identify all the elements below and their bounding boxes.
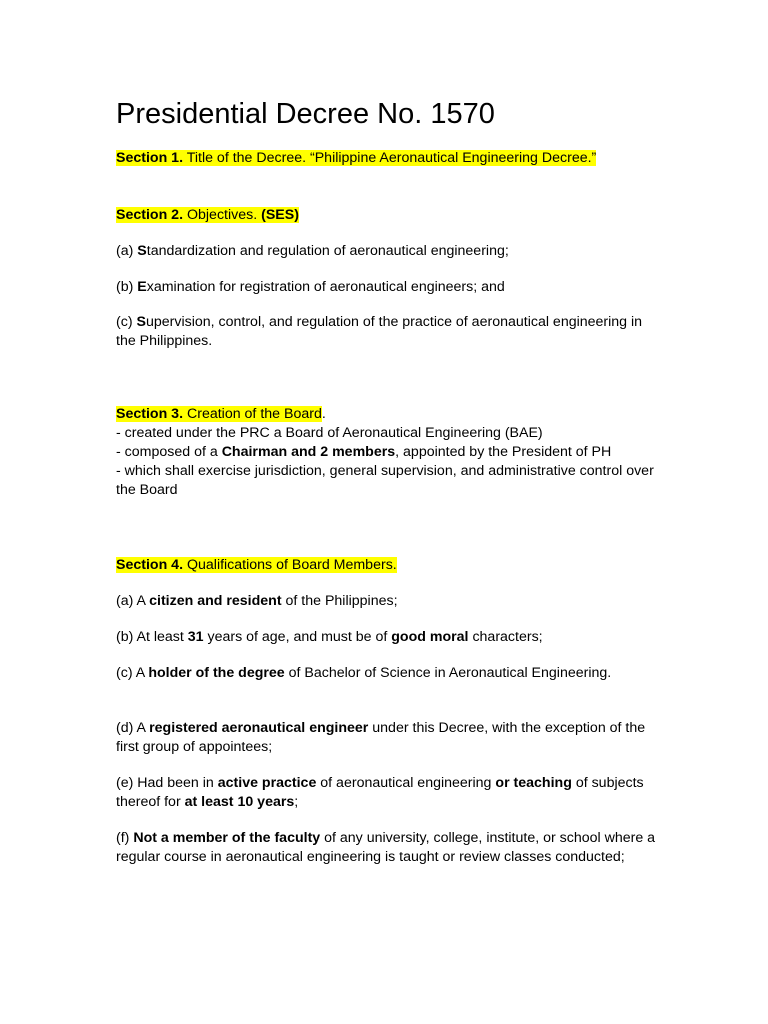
section-2-tag: (SES) [261, 207, 299, 223]
section-4-title: Qualifications of Board Members. [183, 557, 397, 573]
item-bold: holder of the degree [148, 665, 285, 681]
section-4-label: Section 4. [116, 557, 184, 573]
section-4-highlight [116, 557, 397, 573]
section-2-title: Objectives. [183, 207, 262, 223]
line-bold: Chairman and 2 members [221, 444, 396, 460]
section-2-item-c [116, 313, 661, 351]
section-4-heading [116, 556, 661, 575]
section-3-period: . [321, 406, 326, 422]
item-bold: or teaching [495, 775, 572, 791]
section-3-label: Section 3. [116, 406, 184, 422]
item-bold: good moral [391, 629, 469, 645]
section-3-highlight [116, 406, 322, 422]
section-4-item-b [116, 628, 661, 647]
item-text: (b) At least [116, 629, 188, 645]
item-bold: registered aeronautical engineer [149, 720, 369, 736]
section-3-line-3: - which shall exercise jurisdiction, general supervision, and administrative control over the Board [116, 463, 654, 498]
section-2-highlight [116, 207, 299, 223]
item-text: of any university, college, institute, or school where a regular course in aeronautical engineering is taught or review classes conducted; [116, 830, 656, 865]
section-4-item-d [116, 719, 661, 757]
section-2-item-a [116, 242, 661, 261]
item-text: xamination for registration of aeronautical engineers; and [146, 279, 505, 295]
item-bold: 31 [187, 629, 204, 645]
item-initial: S [136, 314, 146, 330]
section-1-label: Section 1. [116, 150, 184, 166]
section-4-item-e [116, 774, 661, 812]
section-3 [116, 405, 661, 500]
item-text: (e) Had been in [116, 775, 218, 791]
item-text: under this Decree, with the exception of the first group of appointees; [116, 720, 646, 755]
item-prefix: (c) [116, 314, 137, 330]
section-1-heading [116, 149, 661, 168]
item-bold: at least 10 years [184, 794, 295, 810]
section-3-heading [116, 405, 661, 424]
item-text: ; [294, 794, 299, 810]
line-text: , appointed by the President of PH [395, 444, 612, 460]
section-2-heading [116, 206, 661, 225]
item-bold: citizen and resident [149, 593, 282, 609]
section-1-highlight [116, 150, 596, 166]
item-text: (c) A [116, 665, 149, 681]
item-text: of subjects thereof for [116, 775, 644, 810]
section-3-title: Creation of the Board [183, 406, 322, 422]
item-text: years of age, and must be of [203, 629, 392, 645]
item-prefix: (a) [116, 243, 138, 259]
section-3-line-2 [116, 443, 661, 462]
item-text: characters; [468, 629, 543, 645]
item-initial: E [137, 279, 147, 295]
section-2-label: Section 2. [116, 207, 184, 223]
section-4-item-a [116, 592, 661, 611]
item-bold: active practice [217, 775, 317, 791]
section-4-item-c [116, 664, 661, 683]
section-3-line-1: - created under the PRC a Board of Aeronautical Engineering (BAE) [116, 425, 543, 441]
section-4-item-f [116, 829, 661, 867]
section-1-title: Title of the Decree. “Philippine Aeronautical Engineering Decree.” [183, 150, 597, 166]
item-text: of Bachelor of Science in Aeronautical Engineering. [284, 665, 612, 681]
item-text: of the Philippines; [281, 593, 398, 609]
item-text: upervision, control, and regulation of the practice of aeronautical engineering in the Philippines. [116, 314, 643, 349]
line-text: - composed of a [116, 444, 222, 460]
item-bold: Not a member of the faculty [133, 830, 321, 846]
item-text: (d) A [116, 720, 150, 736]
item-initial: S [137, 243, 147, 259]
item-text: tandardization and regulation of aeronautical engineering; [146, 243, 509, 259]
section-2-item-b [116, 278, 661, 297]
item-text: (a) A [116, 593, 150, 609]
item-text: of aeronautical engineering [316, 775, 496, 791]
document-title: Presidential Decree No. 1570 [116, 98, 495, 130]
item-text: (f) [116, 830, 134, 846]
item-prefix: (b) [116, 279, 138, 295]
